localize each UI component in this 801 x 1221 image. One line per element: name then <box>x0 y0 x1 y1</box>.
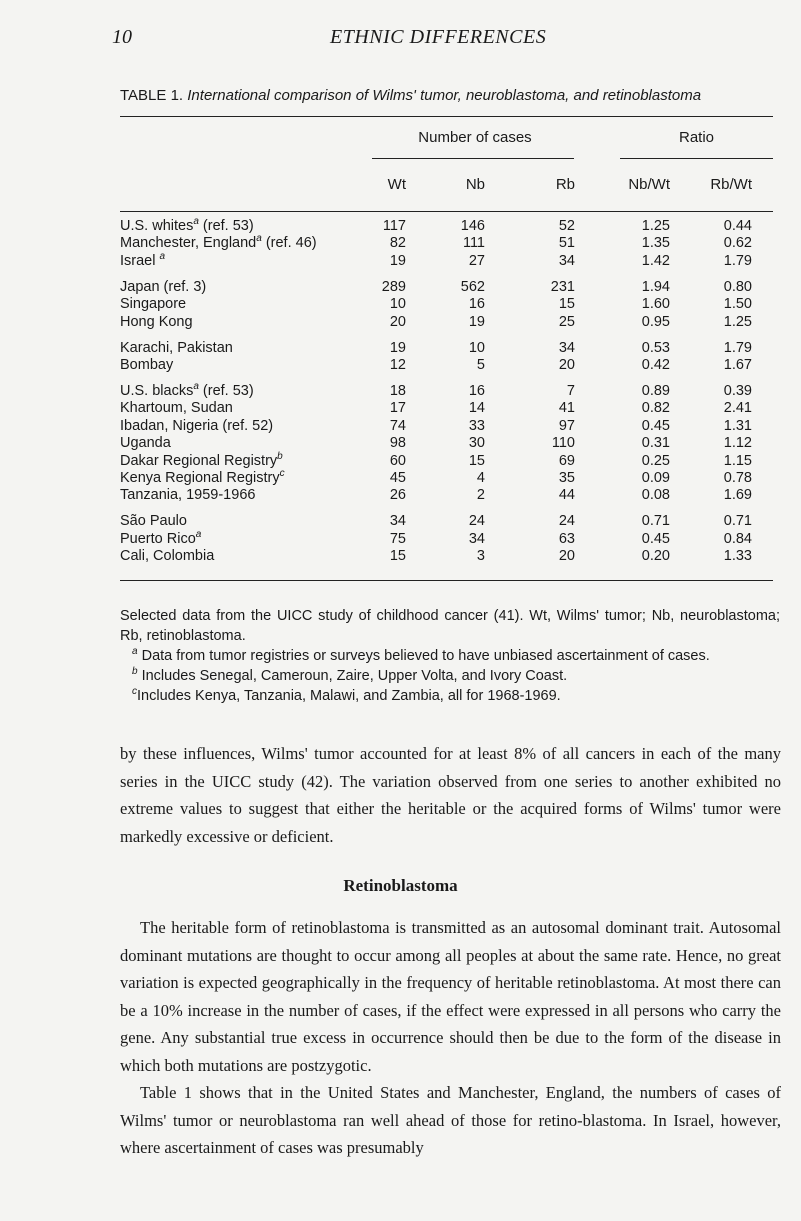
table-cell: 19 <box>389 252 406 269</box>
table-cell: 51 <box>558 235 575 252</box>
body-paragraph: The heritable form of retinoblastoma is transmitted as an autosomal dominant trait. Autosomal dominant mutations are thought to occur among all peoples at about the same rate. Hence, no great variation is expected geographically in the frequency of heritable retinoblastoma. At most there can be a 10% increase in the number of cases, if the effect were expressed in all persons who carry the gene. Any substantial true excess in occurrence should then be due to the form of the disease in which both mutations are postzygotic. <box>120 918 781 1075</box>
table-cell: 1.25 <box>723 313 752 330</box>
row-label: Dakar Regional Registry$^b$ <box>120 450 283 469</box>
table-cell: 14 <box>468 400 485 417</box>
column-header-wt: Wt <box>387 176 406 193</box>
table-cell: 34 <box>468 530 485 547</box>
table-cell: 75 <box>389 530 406 547</box>
page-number: 10 <box>112 26 132 48</box>
table-cell: 10 <box>468 339 485 356</box>
table-cell: 20 <box>389 313 406 330</box>
table-cell: 0.53 <box>641 339 670 356</box>
table-cell: 16 <box>468 296 485 313</box>
table-cell: 0.45 <box>641 417 670 434</box>
table-cell: 33 <box>468 417 485 434</box>
table-cell: 74 <box>389 417 406 434</box>
table-cell: 15 <box>389 548 406 565</box>
table-cell: 2 <box>476 487 485 504</box>
table-cell: 18 <box>389 383 406 399</box>
table-cell: 0.09 <box>641 470 670 486</box>
table-cell: 289 <box>381 278 406 295</box>
table-cell: 24 <box>558 513 575 530</box>
table-cell: 1.94 <box>641 278 670 295</box>
column-header-rb-wt: Rb/Wt <box>710 176 752 193</box>
table-cell: 0.25 <box>641 452 670 469</box>
table-cell: 15 <box>558 296 575 313</box>
table-cell: 0.80 <box>723 278 752 295</box>
table-cell: 20 <box>558 357 575 373</box>
table-cell: 34 <box>558 252 575 269</box>
table-cell: 0.31 <box>641 435 670 452</box>
row-label: Cali, Colombia <box>120 548 215 565</box>
table-cell: 3 <box>476 548 485 565</box>
table-cell: 34 <box>558 339 575 356</box>
row-label: Hong Kong <box>120 313 193 330</box>
group-header-ratio: Ratio <box>678 129 715 146</box>
table-cell: 5 <box>476 357 485 373</box>
footnote-c: $^c$Includes Kenya, Tanzania, Malawi, and Zambia, all for 1968-1969. <box>132 686 561 704</box>
table-cell: 1.50 <box>723 296 752 313</box>
row-label: U.S. whites$^a$ (ref. 53) <box>120 216 254 234</box>
table-cell: 24 <box>468 513 485 530</box>
table-cell: 20 <box>558 548 575 565</box>
column-header-nb-wt: Nb/Wt <box>628 176 670 193</box>
body-paragraph-1-block <box>120 740 781 850</box>
table-cell: 1.15 <box>723 452 752 469</box>
table-cell: 0.84 <box>723 530 752 547</box>
table-cell: 2.41 <box>723 400 752 417</box>
footnote-b: $^b$ Includes Senegal, Cameroun, Zaire, Upper Volta, and Ivory Coast. <box>132 666 568 684</box>
table-cell: 1.42 <box>641 252 670 269</box>
section-heading: Retinoblastoma <box>343 876 458 895</box>
table-cell: 7 <box>566 383 575 399</box>
table-cell: 0.82 <box>641 400 670 417</box>
table-bottom-rule <box>120 580 773 581</box>
body-paragraph: by these influences, Wilms' tumor accounted for at least 8% of all cancers in each of the many series in the UICC study (42). The variation observed from one series to another exhibited no extreme values to suggest that either the heritable or the acquired forms of Wilms' tumor were markedly excessive or deficient. <box>120 744 781 846</box>
table-cell: 231 <box>550 278 575 295</box>
table-cell: 10 <box>389 296 406 313</box>
row-label: Israel $^a$ <box>120 250 166 269</box>
table-cell: 27 <box>468 252 485 269</box>
table-cell: 60 <box>389 452 406 469</box>
cases-group-rule <box>372 158 574 159</box>
table-cell: 0.78 <box>723 470 752 486</box>
row-label: Puerto Rico$^a$ <box>120 528 202 547</box>
row-label: Japan (ref. 3) <box>120 278 207 295</box>
column-header-rb: Rb <box>555 176 575 193</box>
table-cell: 4 <box>476 470 485 486</box>
row-label: Tanzania, 1959-1966 <box>120 487 256 504</box>
running-head: ETHNIC DIFFERENCES <box>330 26 547 48</box>
table-cell: 110 <box>551 435 575 452</box>
table-cell: 1.33 <box>723 548 752 565</box>
table-cell: 0.62 <box>723 235 752 252</box>
table-cell: 97 <box>558 417 575 434</box>
table-cell: 16 <box>468 383 485 399</box>
table-cell: 1.60 <box>641 296 670 313</box>
table-top-rule <box>120 116 773 117</box>
table-cell: 35 <box>558 470 575 486</box>
table-cell: 82 <box>389 235 406 252</box>
header-bottom-rule <box>120 211 773 212</box>
table-cell: 1.69 <box>723 487 752 504</box>
table-cell: 1.12 <box>723 435 752 452</box>
table-cell: 0.89 <box>641 383 670 399</box>
table-cell: 63 <box>558 530 575 547</box>
table-cell: 69 <box>558 452 575 469</box>
table-cell: 111 <box>462 235 485 252</box>
table-cell: 44 <box>558 487 575 504</box>
table-cell: 0.42 <box>641 357 670 373</box>
table-cell: 34 <box>389 513 406 530</box>
table-cell: 19 <box>468 313 485 330</box>
table-cell: 0.45 <box>641 530 670 547</box>
row-label: Kenya Regional Registry$^c$ <box>120 468 285 486</box>
row-label: Bombay <box>120 357 174 373</box>
row-label: Manchester, England$^a$ (ref. 46) <box>120 233 317 252</box>
table-cell: 52 <box>558 218 575 234</box>
table-cell: 0.20 <box>641 548 670 565</box>
table-cell: 117 <box>382 218 406 234</box>
body-paragraph-2-block <box>120 914 781 1162</box>
group-header-cases: Number of cases <box>418 129 532 146</box>
column-header-nb: Nb <box>465 176 485 193</box>
body-paragraph: Table 1 shows that in the United States and Manchester, England, the numbers of cases of Wilms' tumor or neuroblastoma ran well ahead of those for retino-blastoma. In Israel, however, where ascertainment of cases was presumably <box>120 1083 781 1157</box>
row-label: Uganda <box>120 435 171 452</box>
row-label: U.S. blacks$^a$ (ref. 53) <box>120 381 254 399</box>
table-cell: 12 <box>389 357 406 373</box>
table-cell: 146 <box>460 218 485 234</box>
table-notes <box>120 606 780 706</box>
row-label: Khartoum, Sudan <box>120 400 233 417</box>
ratio-group-rule <box>620 158 773 159</box>
table-cell: 15 <box>468 452 485 469</box>
table-cell: 0.39 <box>723 383 752 399</box>
row-label: Karachi, Pakistan <box>120 339 233 356</box>
table-cell: 0.08 <box>641 487 670 504</box>
row-label: São Paulo <box>120 513 187 530</box>
table-cell: 26 <box>389 487 406 504</box>
table-cell: 1.31 <box>723 417 752 434</box>
table-cell: 45 <box>389 470 406 486</box>
row-label: Singapore <box>120 296 187 313</box>
table-caption-text: International comparison of Wilms' tumor, neuroblastoma, and retinoblastoma <box>187 87 702 104</box>
table-cell: 19 <box>389 339 406 356</box>
table-cell: 0.44 <box>723 218 752 234</box>
table-cell: 17 <box>389 400 406 417</box>
footnote-a: $^a$ Data from tumor registries or surveys believed to have unbiased ascertainment of cases. <box>132 646 710 664</box>
table-cell: 1.79 <box>723 339 752 356</box>
table-cell: 0.95 <box>641 313 670 330</box>
table-cell: 562 <box>460 278 485 295</box>
table-caption <box>120 87 701 104</box>
table-cell: 98 <box>389 435 406 452</box>
table-cell: 1.79 <box>723 252 752 269</box>
table-cell: 1.35 <box>641 235 670 252</box>
table-cell: 0.71 <box>641 513 670 530</box>
table-cell: 1.25 <box>641 218 670 234</box>
table-cell: 25 <box>558 313 575 330</box>
table-cell: 0.71 <box>723 513 752 530</box>
table-caption-label: TABLE 1. <box>120 87 184 104</box>
table-cell: 41 <box>558 400 575 417</box>
table-cell: 30 <box>468 435 485 452</box>
table-cell: 1.67 <box>723 357 752 373</box>
table-note: Selected data from the UICC study of childhood cancer (41). Wt, Wilms' tumor; Nb, neuroblastoma; Rb, retinoblastoma. <box>120 608 780 644</box>
row-label: Ibadan, Nigeria (ref. 52) <box>120 417 274 434</box>
